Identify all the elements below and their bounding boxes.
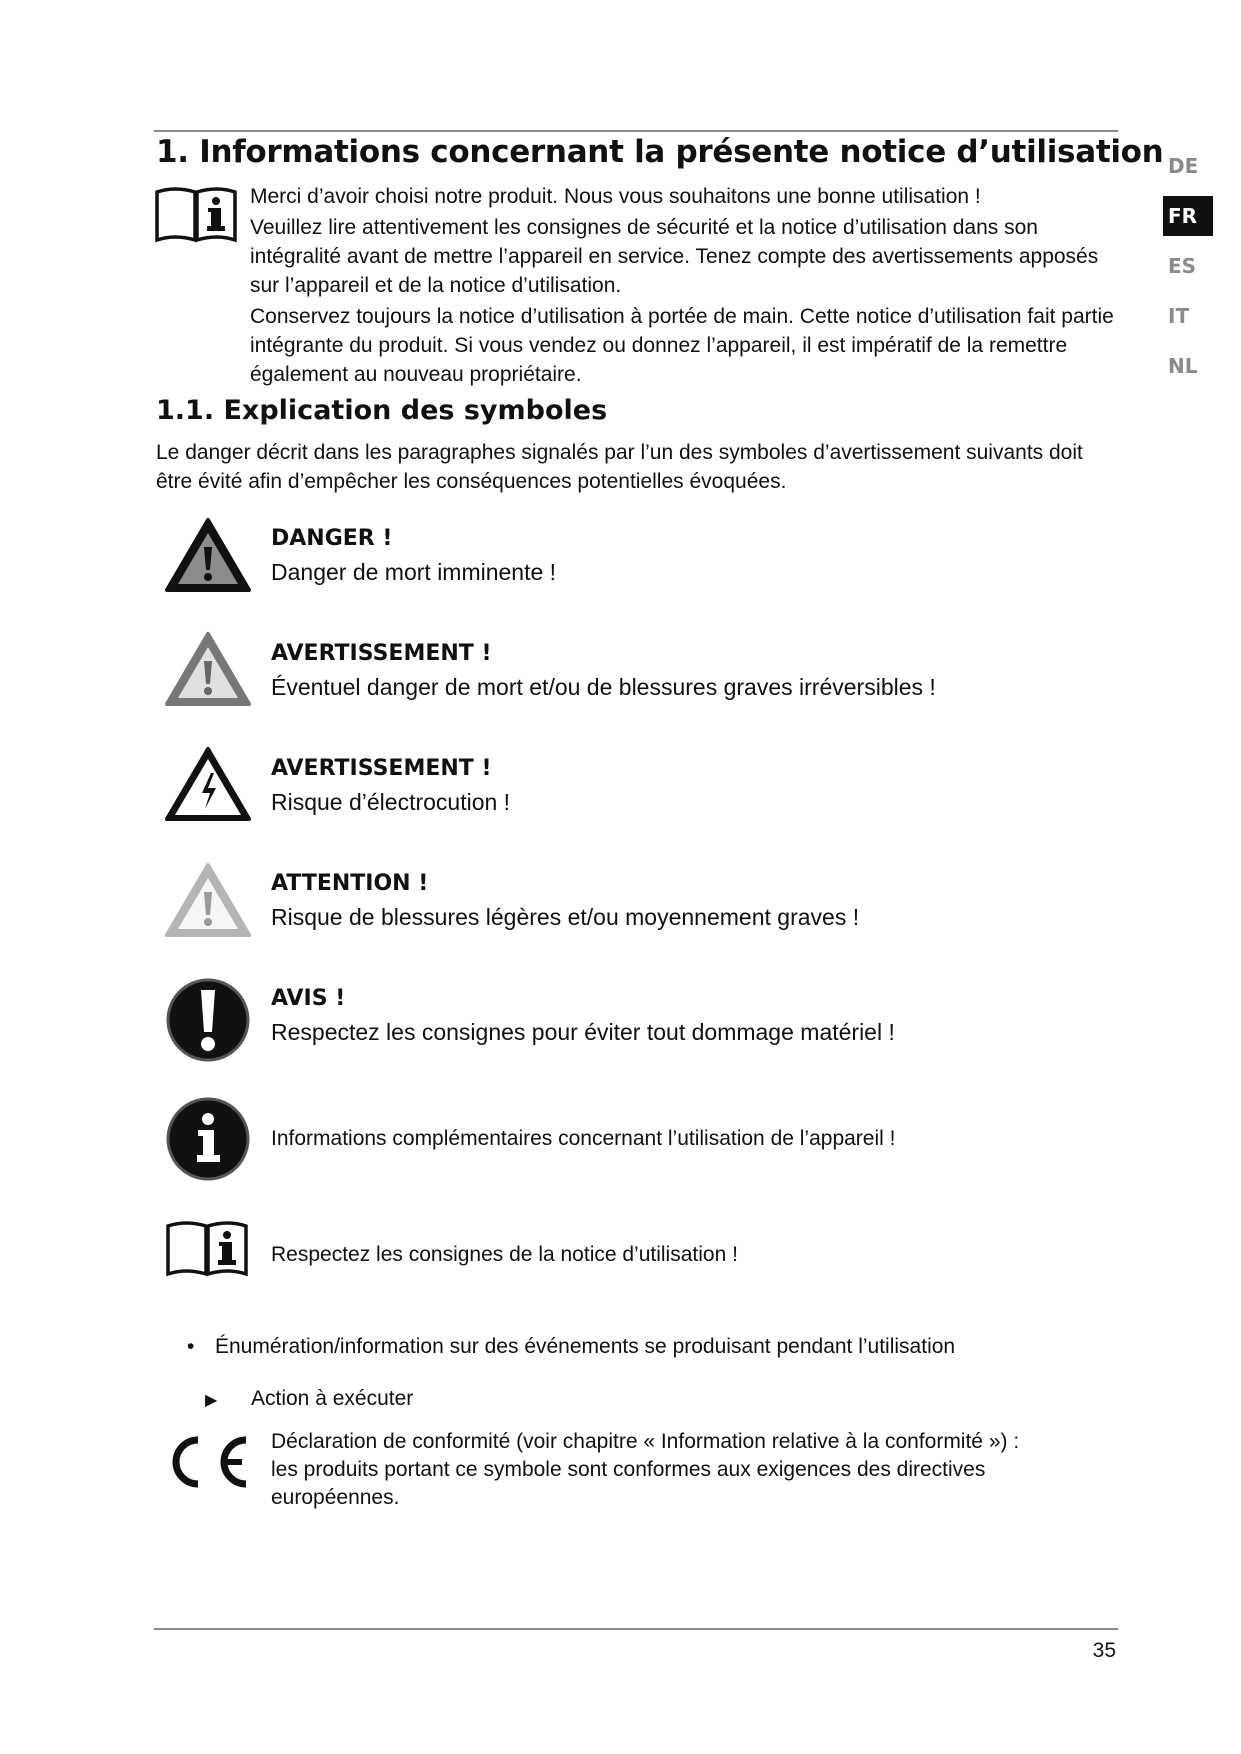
- caution-light-icon: [164, 857, 252, 945]
- warning-grey-icon: [164, 626, 252, 714]
- symbol-entry: [271, 1240, 1111, 1270]
- manual-book-icon: [153, 184, 239, 246]
- symbol-heading: AVERTISSEMENT !: [271, 756, 492, 781]
- lang-tab-nl[interactable]: NL: [1168, 354, 1198, 378]
- symbol-entry: [271, 983, 1111, 1049]
- symbol-heading: DANGER !: [271, 526, 393, 551]
- action-arrow-icon: ▶: [205, 1392, 218, 1409]
- symbol-description: Informations complémentaires concernant l’utilisation de l’appareil !: [271, 1127, 896, 1150]
- symbol-heading: AVERTISSEMENT !: [271, 641, 492, 666]
- symbol-description: Respectez les consignes de la notice d’utilisation !: [271, 1243, 738, 1266]
- ce-mark-icon: [162, 1432, 252, 1492]
- symbol-entry: [271, 868, 1111, 934]
- intro-text: [250, 182, 1116, 389]
- page-title: 1. Informations concernant la présente notice d’utilisation: [156, 134, 1164, 170]
- symbol-heading: AVIS !: [271, 986, 346, 1011]
- lang-tab-es[interactable]: ES: [1168, 254, 1197, 278]
- intro-paragraph: Conservez toujours la notice d’utilisation à portée de main. Cette notice d’utilisation fait partie intégrante du produit. Si vous vendez ou donnez l’appareil, il est impératif de la remettre également au nouveau propriétaire.: [250, 305, 1114, 386]
- bullet-item: [187, 1332, 955, 1362]
- footer-rule: [154, 1628, 1118, 1630]
- symbol-entry: [271, 1124, 1111, 1154]
- symbol-description: Éventuel danger de mort et/ou de blessures graves irréversibles !: [271, 674, 936, 700]
- symbol-description: Danger de mort imminente !: [271, 559, 557, 585]
- action-item: [205, 1384, 413, 1416]
- section-intro: Le danger décrit dans les paragraphes signalés par l’un des symboles d’avertissement suivants doit être évité afin d’empêcher les conséquences potentielles évoquées.: [156, 441, 1083, 493]
- bullet-dot: •: [187, 1335, 195, 1358]
- symbol-description: Risque d’électrocution !: [271, 789, 511, 815]
- page-number: 35: [1092, 1639, 1116, 1662]
- lang-tab-it[interactable]: IT: [1168, 304, 1190, 328]
- intro-paragraph: Merci d’avoir choisi notre produit. Nous vous souhaitons une bonne utilisation !: [250, 185, 981, 208]
- lang-tab-de[interactable]: DE: [1168, 154, 1199, 178]
- section-title: 1.1. Explication des symboles: [156, 395, 608, 426]
- ce-line: Déclaration de conformité (voir chapitre « Information relative à la conformité ») :: [271, 1430, 1020, 1453]
- ce-line: les produits portant ce symbole sont conformes aux exigences des directives européennes.: [271, 1458, 986, 1509]
- exclamation-circle-icon: [164, 976, 252, 1064]
- bullet-text: Énumération/information sur des événements se produisant pendant l’utilisation: [215, 1335, 956, 1358]
- symbol-entry: [271, 523, 1111, 589]
- lang-tab-fr[interactable]: FR: [1163, 196, 1213, 236]
- symbol-description: Respectez les consignes pour éviter tout dommage matériel !: [271, 1019, 895, 1045]
- symbol-heading: ATTENTION !: [271, 871, 429, 896]
- intro-paragraph: Veuillez lire attentivement les consignes de sécurité et la notice d’utilisation dans son intégralité avant de mettre l’appareil en service. Tenez compte des avertissements apposés sur l’appareil et de la notice d’utilisation.: [250, 216, 1099, 297]
- symbol-description: Risque de blessures légères et/ou moyennement graves !: [271, 904, 860, 930]
- ce-declaration: [271, 1428, 1111, 1512]
- symbol-entry: [271, 638, 1111, 704]
- manual-book-icon: [164, 1218, 250, 1280]
- language-tabs: [1163, 146, 1213, 396]
- danger-warning-icon: [164, 512, 252, 600]
- action-text: Action à exécuter: [251, 1387, 414, 1410]
- electric-hazard-icon: [164, 741, 252, 829]
- symbol-entry: [271, 753, 1111, 819]
- info-circle-icon: [164, 1095, 252, 1183]
- header-rule: [154, 130, 1118, 132]
